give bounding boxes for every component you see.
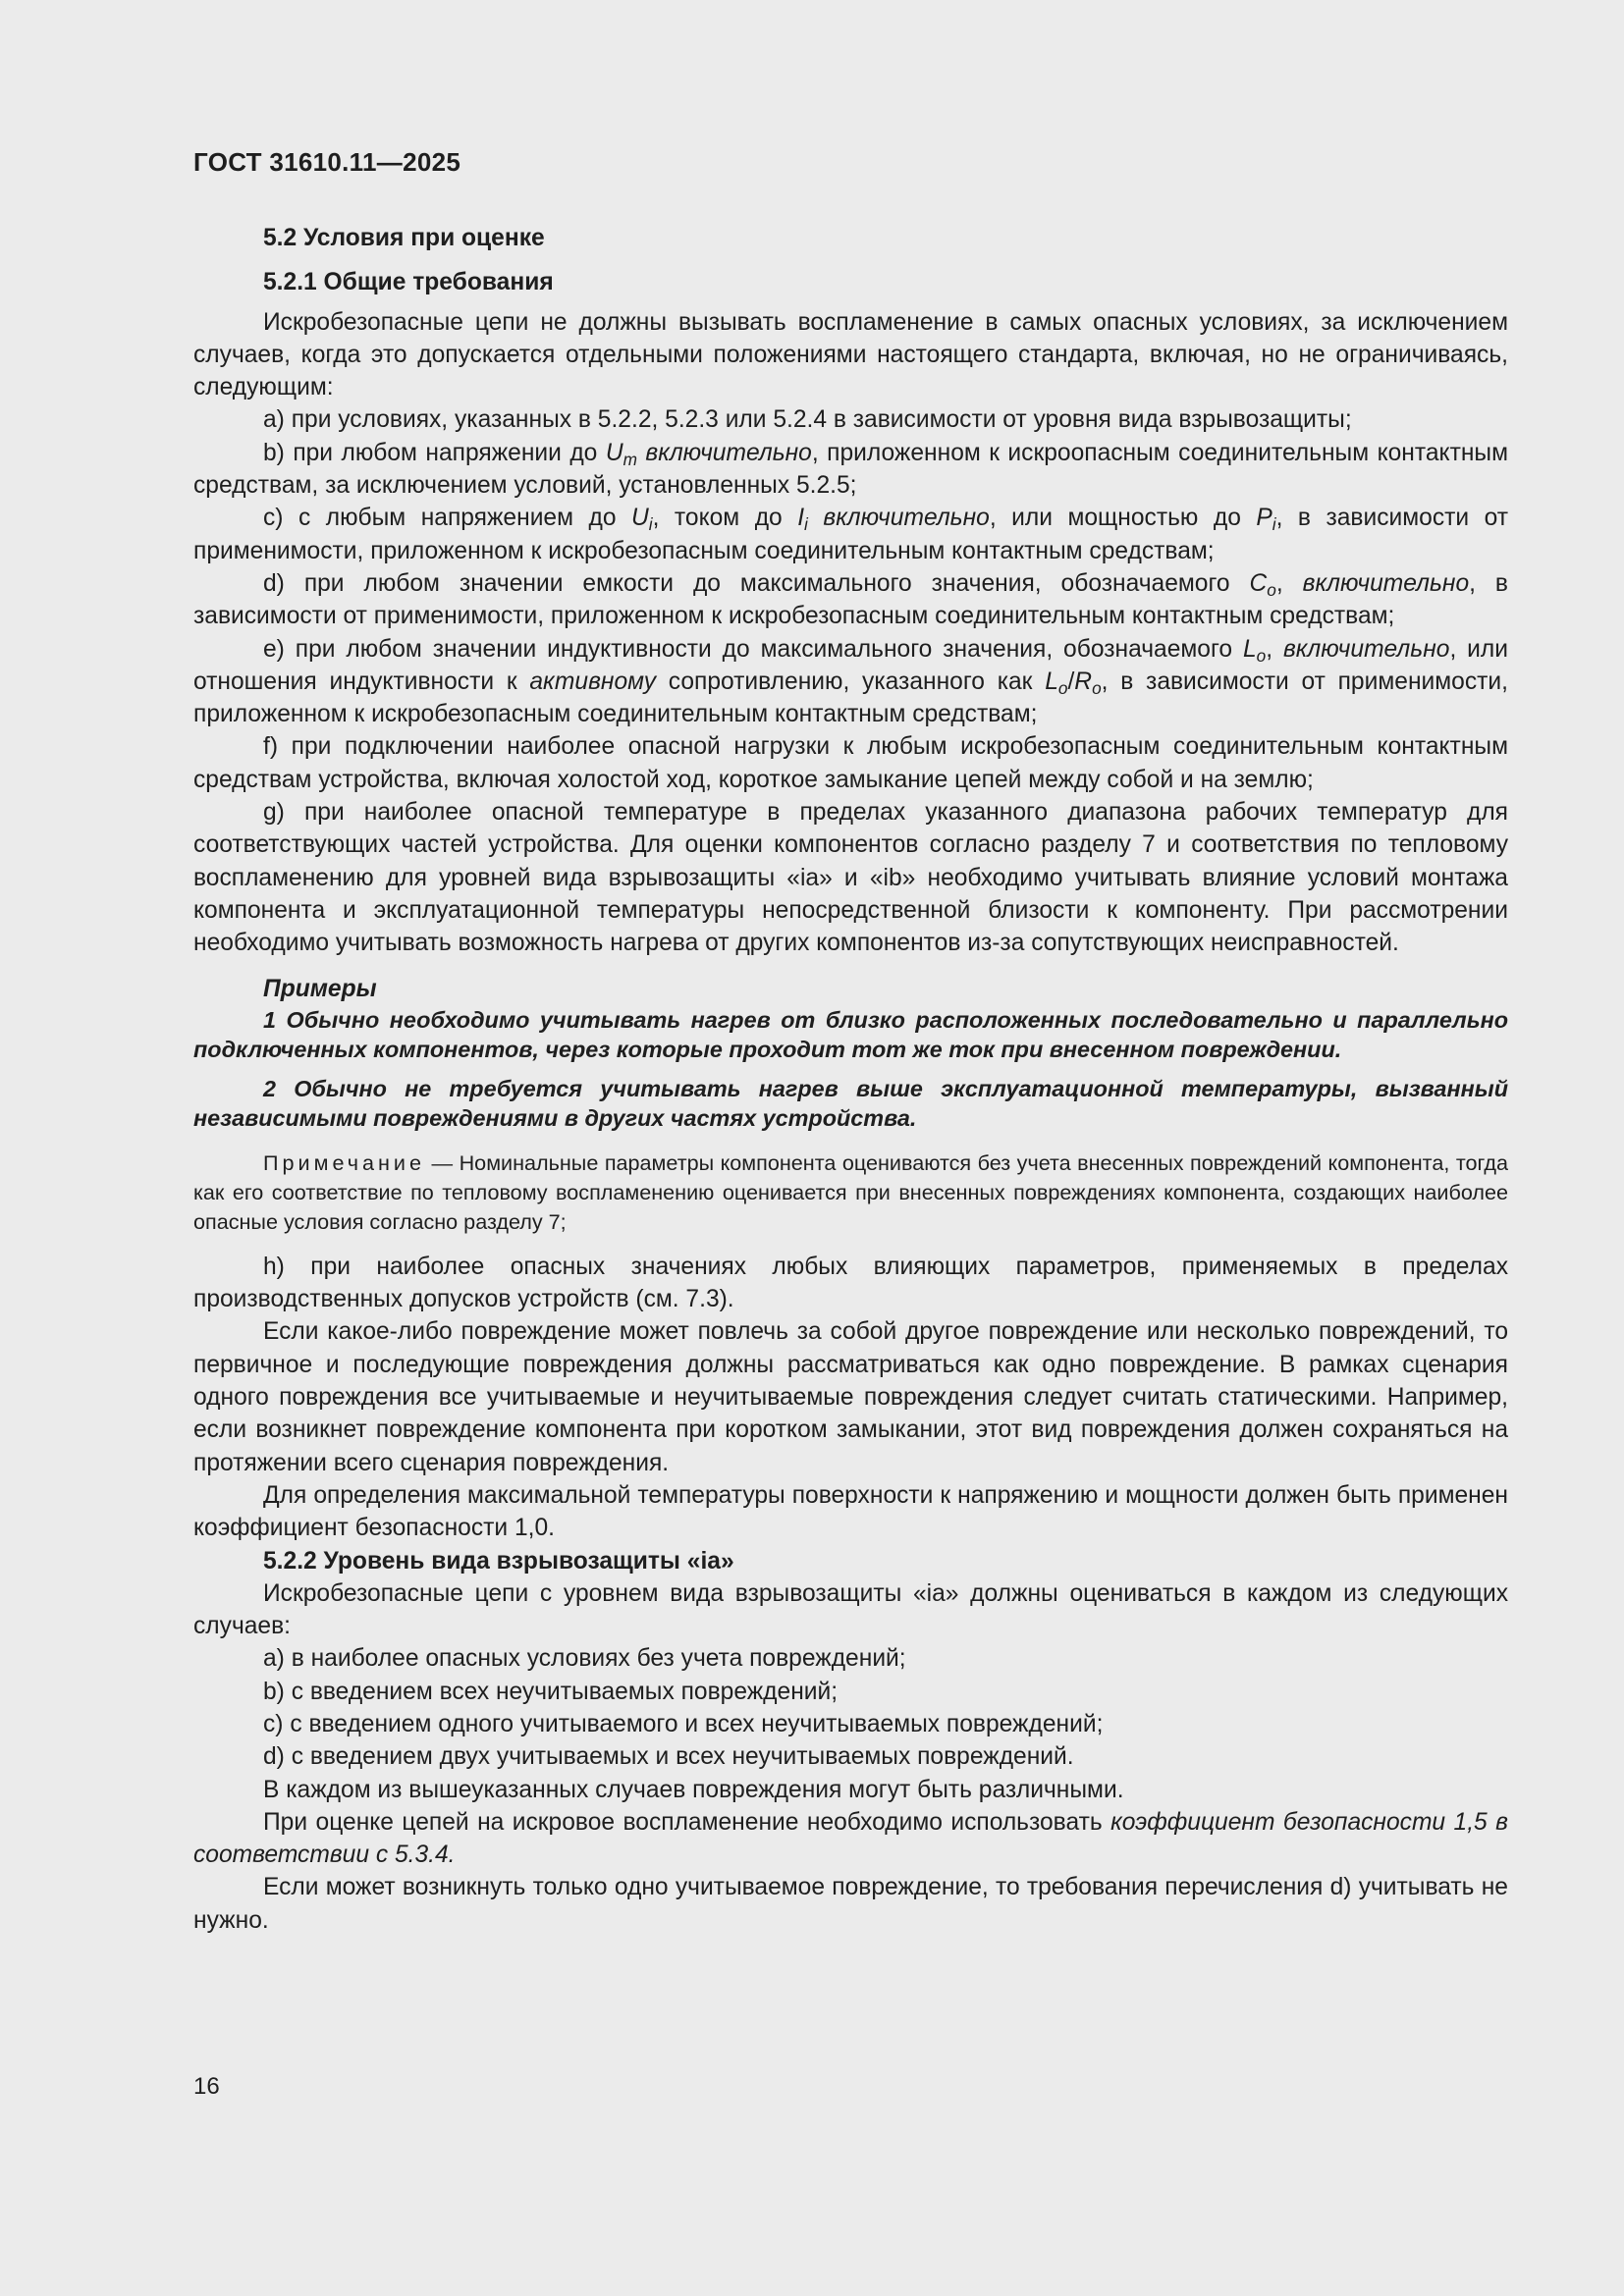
section-5-2-1-heading: 5.2.1 Общие требования: [263, 269, 554, 296]
list-item-b: b) при любом напряжении до $U_m$ включительно, приложенном к искроопасным соединительным контактным средствам, за исключением условий, установленных 5.2.5;: [193, 439, 1509, 500]
note-label: Примечание: [263, 1149, 425, 1175]
list-item-g: g) при наиболее опасной температуре в пределах указанного диапазона рабочих температур для соответствующих частей устройства. Для оценки компонентов согласно разделу 7 и соответствия по тепловому воспламенению для уровней вида взрывозащиты «ia» и «ib» необходимо учитывать влияние условий монтажа компонента и эксплуатационной температуры непосредственной близости к компоненту. При рассмотрении необходимо учитывать возможность нагрева от других компонентов из-за сопутствующих неисправностей.: [193, 799, 1508, 957]
s522-cases-paragraph: В каждом из вышеуказанных случаев повреждения могут быть различными.: [263, 1776, 1124, 1803]
example-2: 2 Обычно не требуется учитывать нагрев выше эксплуатационной температуры, вызванный независимыми повреждениями в других частях устройства.: [193, 1075, 1508, 1131]
safety-factor-paragraph: Для определения максимальной температуры поверхности к напряжению и мощности должен быть применен коэффициент безопасности 1,0.: [193, 1481, 1508, 1542]
note-text: — Номинальные параметры компонента оцениваются без учета внесенных повреждений компонента, тогда как его соответствие по тепловому воспламенению оценивается при внесенных повреждениях компонента, создающих наиболее опасные условия согласно разделу 7;: [193, 1149, 1508, 1234]
page-content: [193, 222, 1508, 1937]
s522-last-paragraph: Если может возникнуть только одно учитываемое повреждение, то требования перечисления d) учитывать не нужно.: [193, 1874, 1508, 1934]
s522-intro-paragraph: Искробезопасные цепи с уровнем вида взрывозащиты «ia» должны оцениваться в каждом из следующих случаев:: [193, 1579, 1508, 1640]
list-item-h: h) при наиболее опасных значениях любых влияющих параметров, применяемых в пределах производственных допусков устройств (см. 7.3).: [193, 1253, 1508, 1313]
examples-heading: Примеры: [263, 975, 377, 1002]
section-5-2-heading: 5.2 Условия при оценке: [263, 225, 545, 251]
s522-item-c: c) с введением одного учитываемого и всех неучитываемых повреждений;: [263, 1710, 1104, 1737]
list-item-d: d) при любом значении емкости до максимального значения, обозначаемого $C_o$, включительно, в зависимости от применимости, приложенном к искробезопасным соединительным контактным средствам;: [193, 569, 1508, 630]
note: [193, 1148, 1508, 1237]
s522-spark-paragraph: При оценке цепей на искровое воспламенение необходимо использовать коэффициент безопасности 1,5 в соответствии с 5.3.4.: [193, 1808, 1508, 1869]
example-1: 1 Обычно необходимо учитывать нагрев от близко расположенных последовательно и параллельно подключенных компонентов, через которые проходит тот же ток при внесенном повреждении.: [193, 1006, 1508, 1062]
s521-intro-paragraph: Искробезопасные цепи не должны вызывать воспламенение в самых опасных условиях, за исключением случаев, когда это допускается отдельными положениями настоящего стандарта, включая, но не ограничиваясь, следующим:: [193, 308, 1508, 401]
s522-item-a: a) в наиболее опасных условиях без учета повреждений;: [263, 1645, 906, 1673]
s522-item-d: d) с введением двух учитываемых и всех неучитываемых повреждений.: [263, 1743, 1074, 1771]
list-item-f: f) при подключении наиболее опасной нагрузки к любым искробезопасным соединительным контактным средствам устройства, включая холостой ход, короткое замыкание цепей между собой и на землю;: [193, 733, 1508, 793]
fault-paragraph: Если какое-либо повреждение может повлечь за собой другое повреждение или несколько повреждений, то первичное и последующие повреждения должны рассматриваться как одно повреждение. В рамках сценария одного повреждения все учитываемые и неучитываемые повреждения следует считать статическими. Например, если возникнет повреждение компонента при коротком замыкании, этот вид повреждения должен сохраняться на протяжении всего сценария повреждения.: [193, 1318, 1508, 1476]
list-item-e: e) при любом значении индуктивности до максимального значения, обозначаемого $L_o$, включительно, или отношения индуктивности к активному сопротивлению, указанного как $L_o/R_o$, в зависимости от применимости, приложенном к искробезопасным соединительным контактным средствам;: [193, 635, 1508, 728]
list-item-c: c) с любым напряжением до $U_i$, током до $I_i$ включительно, или мощностью до $P_i$, в зависимости от применимости, приложенном к искробезопасным соединительным контактным средствам;: [193, 505, 1509, 564]
list-item-a: a) при условиях, указанных в 5.2.2, 5.2.3 или 5.2.4 в зависимости от уровня вида взрывозащиты;: [263, 406, 1352, 434]
document-code: ГОСТ 31610.11—2025: [193, 147, 461, 177]
section-5-2-2-heading: 5.2.2 Уровень вида взрывозащиты «ia»: [263, 1547, 734, 1575]
s522-item-b: b) с введением всех неучитываемых повреждений;: [263, 1678, 839, 1705]
page-number: 16: [193, 2073, 220, 2100]
